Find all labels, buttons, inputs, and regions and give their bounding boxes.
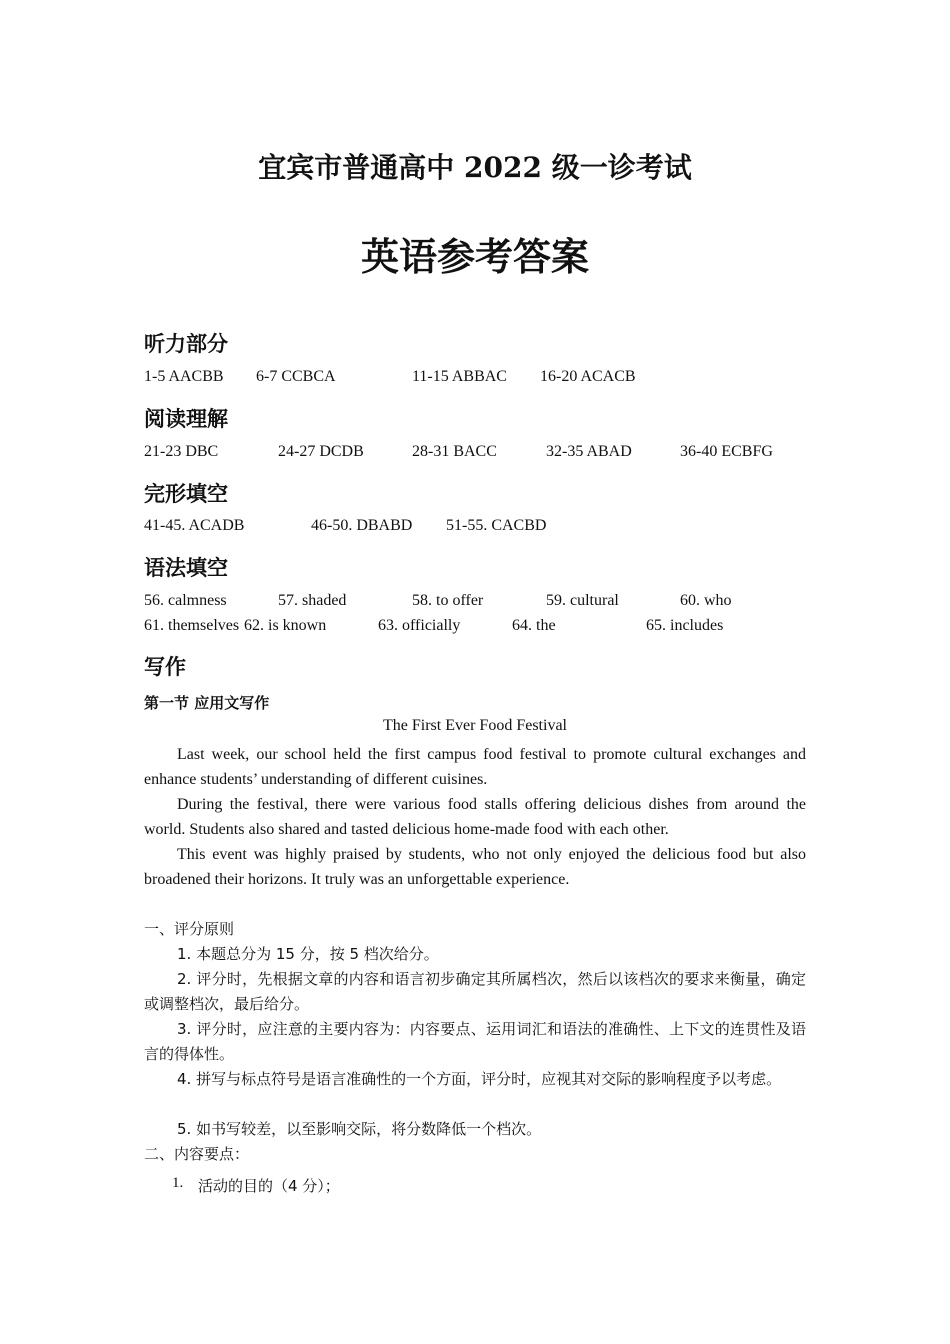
answer-group: 41-45. ACADB	[144, 517, 245, 534]
section-heading-cloze: 完形填空	[144, 482, 228, 506]
answer-item: 65. includes	[646, 617, 724, 634]
answer-group: 28-31 BACC	[412, 443, 497, 460]
answer-group: 11-15 ABBAC	[412, 368, 507, 385]
answer-group: 32-35 ABAD	[546, 443, 632, 460]
answer-group: 51-55. CACBD	[446, 517, 547, 534]
content-points-heading: 二、内容要点：	[144, 1145, 250, 1163]
scoring-rule: 3. 评分时，应注意的主要内容为：内容要点、运用词汇和语法的准确性、上下文的连贯性及语言的得体性。	[144, 1020, 806, 1063]
answer-item: 63. officially	[378, 617, 461, 634]
essay-paragraph: During the festival, there were various food stalls offering delicious dishes from around the world. Students also shared and tasted delicious home-made food with each other.	[144, 796, 806, 838]
section-heading-writing: 写作	[144, 655, 186, 679]
answer-group: 6-7 CCBCA	[256, 368, 336, 385]
subsection-heading: 第一节 应用文写作	[144, 694, 270, 712]
scoring-rule: 2. 评分时，先根据文章的内容和语言初步确定其所属档次，然后以该档次的要求来衡量，确定或调整档次，最后给分。	[144, 970, 806, 1013]
answer-group: 46-50. DBABD	[311, 517, 413, 534]
section-heading-listening: 听力部分	[144, 332, 228, 356]
answer-group: 24-27 DCDB	[278, 443, 364, 460]
answer-group: 36-40 ECBFG	[680, 443, 773, 460]
scoring-rule: 1. 本题总分为 15 分，按 5 档次给分。	[177, 945, 439, 963]
answer-item: 61. themselves	[144, 617, 240, 634]
content-point-number: 1.	[172, 1175, 184, 1191]
essay-title: The First Ever Food Festival	[383, 717, 567, 734]
page-title: 宜宾市普通高中 2022 级一诊考试	[258, 151, 692, 184]
answer-item: 60. who	[680, 592, 732, 609]
section-heading-reading: 阅读理解	[144, 407, 228, 431]
answer-group: 1-5 AACBB	[144, 368, 224, 385]
essay-paragraph: This event was highly praised by students, who not only enjoyed the delicious food but also broadened their horizons. It truly was an unforgettable experience.	[144, 846, 806, 888]
section-heading-grammar: 语法填空	[144, 556, 228, 580]
answer-item: 56. calmness	[144, 592, 227, 609]
answer-item: 64. the	[512, 617, 556, 634]
page-subtitle: 英语参考答案	[360, 235, 589, 279]
answer-item: 59. cultural	[546, 592, 619, 609]
scoring-rule: 5. 如书写较差，以至影响交际，将分数降低一个档次。	[177, 1120, 542, 1138]
answer-item: 62. is known	[244, 617, 327, 634]
answer-group: 21-23 DBC	[144, 443, 219, 460]
essay-paragraph: Last week, our school held the first campus food festival to promote cultural exchanges and enhance students’ understanding of different cuisines.	[144, 746, 806, 788]
answer-group: 16-20 ACACB	[540, 368, 636, 385]
answer-item: 57. shaded	[278, 592, 347, 609]
answer-item: 58. to offer	[412, 592, 484, 609]
scoring-rule: 4. 拼写与标点符号是语言准确性的一个方面，评分时，应视其对交际的影响程度予以考虑。	[177, 1070, 782, 1088]
scoring-heading: 一、评分原则	[144, 920, 235, 938]
content-point-text: 活动的目的（4 分）；	[198, 1177, 340, 1195]
